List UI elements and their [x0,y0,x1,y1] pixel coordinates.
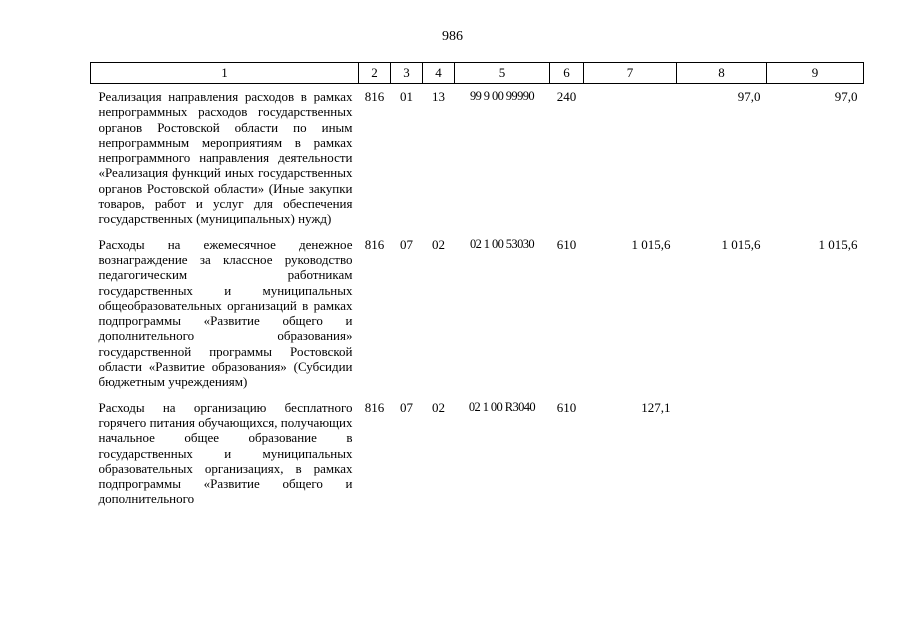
row-description: Расходы на организацию бесплатного горячего питания обучающихся, получающих начальное общее образование в государственных и муниципальных образовательных организациях, в рамках подпрограммы «Развитие общего и дополнительного [98,399,353,507]
amount-col8 [677,395,767,512]
column-header: 4 [423,63,455,84]
subsection-code: 02 [432,236,445,252]
expense-type-code: 610 [556,399,577,415]
ministry-code: 816 [364,236,385,252]
page-number: 986 [442,29,463,44]
ministry-code: 816 [364,399,385,415]
column-header: 6 [550,63,584,84]
subsection-code: 02 [432,399,445,415]
budget-table [90,62,864,512]
section-code: 07 [400,399,413,415]
row-description: Реализация направления расходов в рамках непрограммных расходов государственных органов Ростовской области по иным непрограммным мероприятиям в рамках непрограммного направления деятельности «Реализация функций иных государственных органов Ростовской области» (Иные закупки товаров, работ и услуг для обеспечения государственных (муниципальных) нужд) [98,89,353,227]
target-item-code: 02 1 00 53030 [469,236,535,251]
section-code: 01 [400,89,413,104]
table-row [91,84,864,232]
column-header: 2 [359,63,391,84]
amount-col7: 1 015,6 [631,236,671,252]
amount-col7: 127,1 [641,399,671,415]
table-header-row [91,63,864,84]
target-item-code: 02 1 00 R3040 [468,399,536,414]
amount-col9 [767,395,864,512]
target-item-code: 99 9 00 99990 [469,89,535,103]
table-row [91,395,864,512]
expense-type-code: 610 [556,236,577,252]
row-description: Расходы на ежемесячное денежное вознаграждение за классное руководство педагогическим работникам государственных и муниципальных общеобразовательных организаций в рамках подпрограммы «Развитие общего и дополнительного образования» государственной программы Ростовской области «Развитие образования» (Субсидии бюджетным учреждениям) [98,236,353,390]
amount-col9: 97,0 [834,89,858,104]
ministry-code: 816 [364,89,385,104]
amount-col9: 1 015,6 [818,236,858,252]
subsection-code: 13 [432,89,445,104]
amount-col8: 97,0 [737,89,761,104]
amount-col7 [584,84,677,232]
section-code: 07 [400,236,413,252]
table-row [91,232,864,395]
column-header: 8 [677,63,767,84]
column-header: 1 [91,63,359,84]
expense-type-code: 240 [556,89,577,104]
amount-col8: 1 015,6 [721,236,761,252]
column-header: 5 [455,63,550,84]
column-header: 3 [391,63,423,84]
column-header: 7 [584,63,677,84]
column-header: 9 [767,63,864,84]
